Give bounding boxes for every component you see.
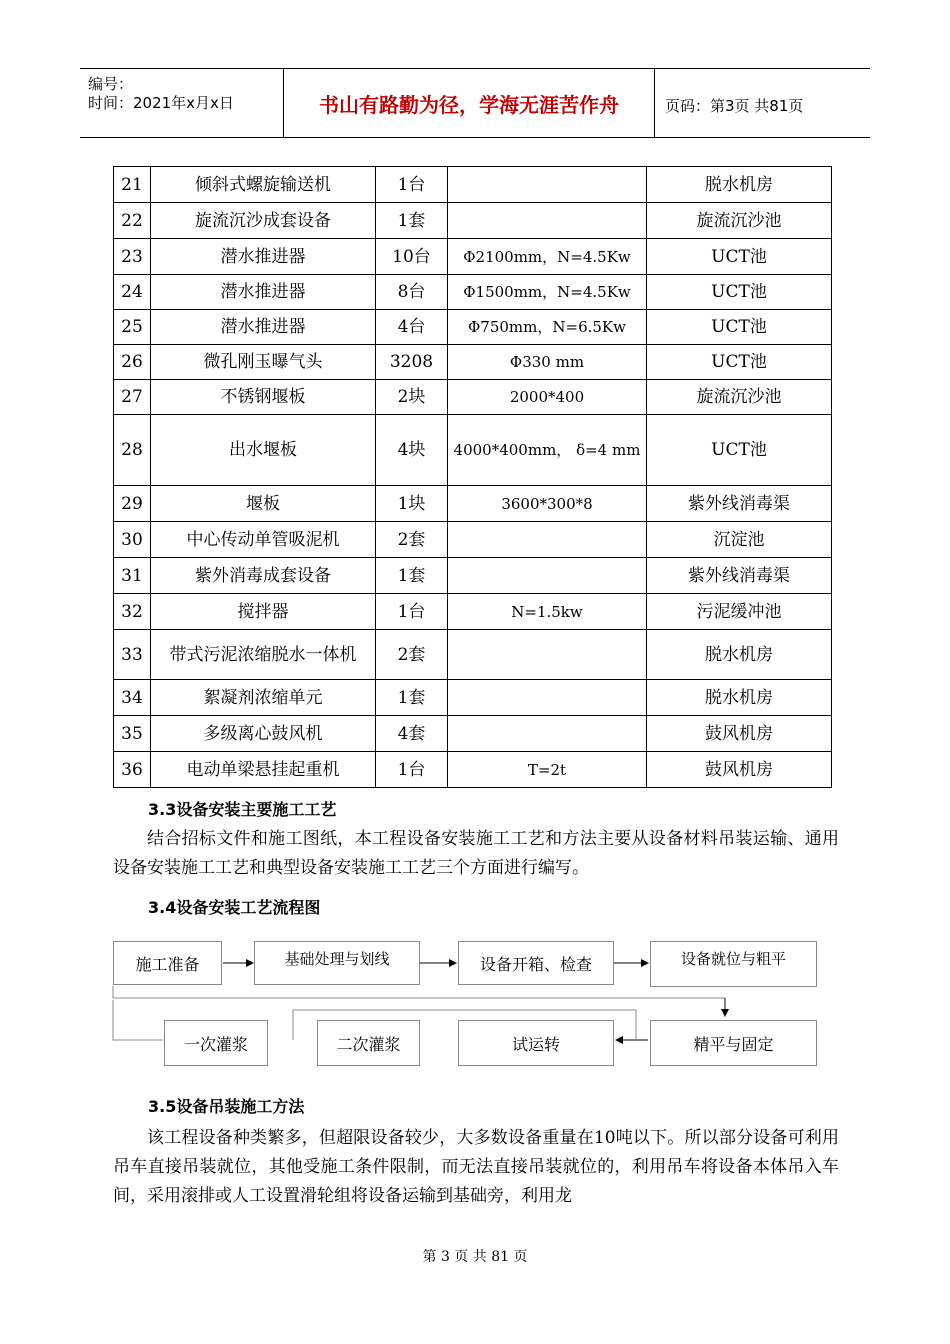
quantity-cell: 4套 [376, 716, 448, 752]
quantity-cell: 1台 [376, 167, 448, 203]
spec-cell: 4000*400mm， δ=4 mm [448, 415, 647, 486]
row-number-cell: 35 [114, 716, 151, 752]
location-cell: 鼓风机房 [647, 716, 832, 752]
row-number-cell: 28 [114, 415, 151, 486]
row-number-cell: 27 [114, 380, 151, 415]
header-motto: 书山有路勤为径，学海无涯苦作舟 [284, 69, 655, 137]
quantity-cell: 2块 [376, 380, 448, 415]
header-time-label: 时间：2021年x月x日 [88, 94, 234, 112]
quantity-cell: 8台 [376, 275, 448, 310]
flow-step-5: 精平与固定 [650, 1020, 817, 1066]
spec-cell: 2000*400 [448, 380, 647, 415]
equipment-name-cell: 多级离心鼓风机 [151, 716, 376, 752]
row-number-cell: 34 [114, 680, 151, 716]
spec-cell: Φ750mm，N=6.5Kw [448, 310, 647, 345]
equipment-name-cell: 旋流沉沙成套设备 [151, 203, 376, 239]
location-cell: UCT池 [647, 239, 832, 275]
equipment-name-cell: 出水堰板 [151, 415, 376, 486]
spec-cell: Φ330 mm [448, 345, 647, 380]
spec-cell: 3600*300*8 [448, 486, 647, 522]
section-3-5-heading: 3.5设备吊装施工方法 [148, 1097, 305, 1116]
equipment-name-cell: 紫外消毒成套设备 [151, 558, 376, 594]
equipment-name-cell: 倾斜式螺旋输送机 [151, 167, 376, 203]
equipment-name-cell: 中心传动单管吸泥机 [151, 522, 376, 558]
equipment-name-cell: 带式污泥浓缩脱水一体机 [151, 630, 376, 680]
connector-8 [113, 1000, 163, 1040]
row-number-cell: 21 [114, 167, 151, 203]
section-3-3-heading: 3.3设备安装主要施工工艺 [148, 800, 337, 819]
row-number-cell: 33 [114, 630, 151, 680]
equipment-name-cell: 堰板 [151, 486, 376, 522]
row-number-cell: 31 [114, 558, 151, 594]
location-cell: 沉淀池 [647, 522, 832, 558]
quantity-cell: 2套 [376, 522, 448, 558]
equipment-name-cell: 电动单梁悬挂起重机 [151, 752, 376, 788]
header-number-label: 编号： [88, 75, 134, 93]
quantity-cell: 10台 [376, 239, 448, 275]
spec-cell: Φ2100mm，N=4.5Kw [448, 239, 647, 275]
spec-cell: T=2t [448, 752, 647, 788]
spec-cell: Φ1500mm，N=4.5Kw [448, 275, 647, 310]
row-number-cell: 36 [114, 752, 151, 788]
quantity-cell: 2套 [376, 630, 448, 680]
section-3-3-text: 结合招标文件和施工图纸，本工程设备安装施工工艺和方法主要从设备材料吊装运输、通用设备安装施工工艺和典型设备安装施工工艺三个方面进行编写。 [113, 829, 839, 878]
equipment-name-cell: 潜水推进器 [151, 239, 376, 275]
equipment-name-cell: 絮凝剂浓缩单元 [151, 680, 376, 716]
location-cell: 脱水机房 [647, 167, 832, 203]
location-cell: UCT池 [647, 275, 832, 310]
row-number-cell: 29 [114, 486, 151, 522]
location-cell: 紫外线消毒渠 [647, 558, 832, 594]
quantity-cell: 1套 [376, 680, 448, 716]
location-cell: UCT池 [647, 415, 832, 486]
location-cell: 脱水机房 [647, 680, 832, 716]
row-number-cell: 23 [114, 239, 151, 275]
equipment-name-cell: 潜水推进器 [151, 310, 376, 345]
location-cell: 脱水机房 [647, 630, 832, 680]
flow-step-1: 施工准备 [113, 941, 222, 985]
quantity-cell: 1台 [376, 594, 448, 630]
location-cell: 污泥缓冲池 [647, 594, 832, 630]
spec-cell: N=1.5kw [448, 594, 647, 630]
equipment-name-cell: 潜水推进器 [151, 275, 376, 310]
location-cell: UCT池 [647, 345, 832, 380]
location-cell: 紫外线消毒渠 [647, 486, 832, 522]
header-page-label: 页码：第3页 共81页 [665, 97, 804, 115]
quantity-cell: 3208 [376, 345, 448, 380]
section-3-5-text: 该工程设备种类繁多，但超限设备较少，大多数设备重量在10吨以下。所以部分设备可利用吊车直接吊装就位，其他受施工条件限制，而无法直接吊装就位的，利用吊车将设备本体吊入车间，采用滚排或人工设置滑轮组将设备运输到基础旁，利用龙 [113, 1128, 839, 1206]
section-3-4-heading: 3.4设备安装工艺流程图 [148, 898, 321, 917]
flow-step-7: 二次灌浆 [317, 1020, 420, 1066]
row-number-cell: 30 [114, 522, 151, 558]
row-number-cell: 22 [114, 203, 151, 239]
equipment-name-cell: 微孔刚玉曝气头 [151, 345, 376, 380]
row-number-cell: 32 [114, 594, 151, 630]
equipment-name-cell: 搅拌器 [151, 594, 376, 630]
flow-step-4: 设备就位与粗平 [650, 941, 817, 987]
quantity-cell: 1块 [376, 486, 448, 522]
row-number-cell: 25 [114, 310, 151, 345]
quantity-cell: 1套 [376, 558, 448, 594]
location-cell: 旋流沉沙池 [647, 380, 832, 415]
quantity-cell: 4块 [376, 415, 448, 486]
row-number-cell: 24 [114, 275, 151, 310]
location-cell: 旋流沉沙池 [647, 203, 832, 239]
location-cell: 鼓风机房 [647, 752, 832, 788]
row-number-cell: 26 [114, 345, 151, 380]
flow-step-2: 基础处理与划线 [254, 941, 420, 985]
connector-row-wrap [113, 986, 725, 998]
quantity-cell: 4台 [376, 310, 448, 345]
flow-step-3: 设备开箱、检查 [458, 941, 614, 985]
flow-step-6: 试运转 [458, 1020, 614, 1066]
page-footer: 第 3 页 共 81 页 [422, 1249, 528, 1265]
quantity-cell: 1台 [376, 752, 448, 788]
equipment-name-cell: 不锈钢堰板 [151, 380, 376, 415]
location-cell: UCT池 [647, 310, 832, 345]
flow-step-8: 一次灌浆 [164, 1020, 268, 1066]
quantity-cell: 1套 [376, 203, 448, 239]
